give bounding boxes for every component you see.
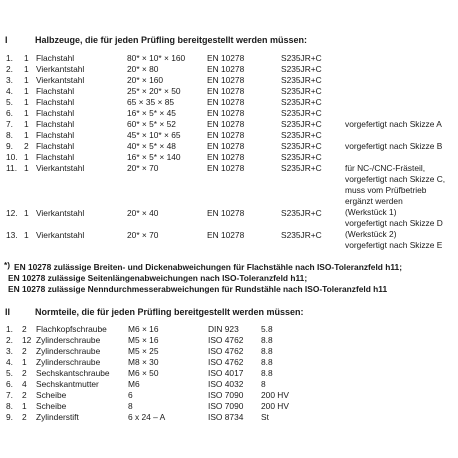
halbzeug-norm: EN 10278 — [207, 141, 245, 151]
halbzeug-dimension: 25* × 20* × 50 — [127, 86, 181, 96]
section1-heading: Halbzeuge, die für jeden Prüfling bereitgestellt werden müssen: — [35, 35, 308, 45]
normteil-name: Scheibe — [36, 390, 67, 400]
halbzeug-nr: 7. — [6, 119, 13, 129]
halbzeug-material: S235JR+C — [281, 130, 322, 140]
halbzeug-nr: 8. — [6, 130, 13, 140]
normteil-qty: 2 — [22, 412, 27, 422]
normteil-dimension: M6 — [128, 379, 140, 389]
halbzeug-dimension: 20* × 80 — [127, 64, 159, 74]
halbzeug-material: S235JR+C — [281, 119, 322, 129]
normteil-name: Sechskantmutter — [36, 379, 99, 389]
halbzeug-dimension: 20* × 70 — [127, 163, 159, 173]
normteil-norm: ISO 4762 — [208, 346, 244, 356]
normteil-norm: ISO 4017 — [208, 368, 244, 378]
skizze-note-line: muss vom Prüfbetrieb — [345, 185, 427, 195]
halbzeug-qty: 1 — [24, 152, 29, 162]
normteil-dimension: M5 × 25 — [128, 346, 159, 356]
halbzeug-name: Flachstahl — [36, 152, 75, 162]
halbzeug-note: vorgefertigt nach Skizze B — [345, 141, 443, 151]
skizze-note-line: (Werkstück 2) — [345, 229, 397, 239]
halbzeug-nr: 10. — [6, 152, 18, 162]
halbzeug-nr: 9. — [6, 141, 13, 151]
halbzeug-norm: EN 10278 — [207, 108, 245, 118]
normteil-nr: 3. — [6, 346, 13, 356]
normteil-norm: ISO 8734 — [208, 412, 244, 422]
halbzeug-qty: 1 — [24, 108, 29, 118]
halbzeug-norm: EN 10278 — [207, 130, 245, 140]
halbzeug-dimension: 20* × 160 — [127, 75, 164, 85]
halbzeug-name: Flachstahl — [36, 141, 75, 151]
skizze-note-line: vorgefertigt nach Skizze E — [345, 240, 443, 250]
normteil-qty: 2 — [22, 368, 27, 378]
halbzeug-qty: 2 — [24, 141, 29, 151]
halbzeug-norm: EN 10278 — [207, 152, 245, 162]
halbzeug-material: S235JR+C — [281, 152, 322, 162]
halbzeug-name: Vierkantstahl — [36, 208, 85, 218]
halbzeug-qty: 1 — [24, 208, 29, 218]
halbzeug-dimension: 60* × 5* × 52 — [127, 119, 176, 129]
normteil-grade: St — [261, 412, 269, 422]
normteil-grade: 8.8 — [261, 335, 273, 345]
normteil-grade: 8 — [261, 379, 266, 389]
normteil-nr: 4. — [6, 357, 13, 367]
normteil-dimension: 8 — [128, 401, 133, 411]
halbzeug-material: S235JR+C — [281, 208, 322, 218]
halbzeug-material: S235JR+C — [281, 64, 322, 74]
section1-numeral: I — [5, 35, 8, 45]
normteil-nr: 7. — [6, 390, 13, 400]
halbzeug-norm: EN 10278 — [207, 97, 245, 107]
normteil-name: Scheibe — [36, 401, 67, 411]
normteil-norm: DIN 923 — [208, 324, 239, 334]
halbzeug-qty: 1 — [24, 130, 29, 140]
halbzeug-dimension: 40* × 5* × 48 — [127, 141, 176, 151]
normteil-nr: 5. — [6, 368, 13, 378]
halbzeug-dimension: 16* × 5* × 45 — [127, 108, 176, 118]
normteil-dimension: 6 x 24 – A — [128, 412, 166, 422]
halbzeug-norm: EN 10278 — [207, 64, 245, 74]
halbzeug-name: Flachstahl — [36, 97, 75, 107]
normteil-qty: 12 — [22, 335, 32, 345]
normteil-dimension: M6 × 16 — [128, 324, 159, 334]
normteil-qty: 1 — [22, 357, 27, 367]
halbzeug-norm: EN 10278 — [207, 208, 245, 218]
halbzeug-qty: 1 — [24, 86, 29, 96]
normteil-qty: 2 — [22, 324, 27, 334]
footnote-line: EN 10278 zulässige Breiten- und Dickenabweichungen für Flachstähle nach ISO-Toleranzfeld h11; — [14, 262, 402, 272]
normteil-dimension: M6 × 50 — [128, 368, 159, 378]
halbzeug-name: Vierkantstahl — [36, 64, 85, 74]
halbzeug-dimension: 80* × 10* × 160 — [127, 53, 186, 63]
normteil-qty: 1 — [22, 401, 27, 411]
normteil-norm: ISO 7090 — [208, 401, 244, 411]
normteil-grade: 5.8 — [261, 324, 273, 334]
normteil-grade: 200 HV — [261, 390, 289, 400]
halbzeug-norm: EN 10278 — [207, 86, 245, 96]
normteil-nr: 9. — [6, 412, 13, 422]
normteil-nr: 1. — [6, 324, 13, 334]
halbzeug-norm: EN 10278 — [207, 75, 245, 85]
halbzeug-nr: 4. — [6, 86, 13, 96]
halbzeug-name: Vierkantstahl — [36, 230, 85, 240]
halbzeug-qty: 1 — [24, 163, 29, 173]
halbzeug-qty: 1 — [24, 64, 29, 74]
halbzeug-qty: 1 — [24, 97, 29, 107]
normteil-name: Flachkopfschraube — [36, 324, 107, 334]
halbzeug-norm: EN 10278 — [207, 163, 245, 173]
halbzeug-material: S235JR+C — [281, 97, 322, 107]
halbzeug-nr: 6. — [6, 108, 13, 118]
normteil-qty: 4 — [22, 379, 27, 389]
halbzeug-name: Flachstahl — [36, 108, 75, 118]
halbzeug-name: Vierkantstahl — [36, 163, 85, 173]
halbzeug-name: Vierkantstahl — [36, 75, 85, 85]
halbzeug-nr: 1. — [6, 53, 13, 63]
halbzeug-nr: 3. — [6, 75, 13, 85]
halbzeug-material: S235JR+C — [281, 86, 322, 96]
footnote-line: EN 10278 zulässige Seitenlängenabweichungen nach ISO-Toleranzfeld h11; — [8, 273, 308, 283]
halbzeug-nr: 11. — [6, 163, 18, 173]
halbzeug-material: S235JR+C — [281, 163, 322, 173]
normteil-name: Zylinderschraube — [36, 346, 101, 356]
halbzeug-dimension: 20* × 70 — [127, 230, 159, 240]
skizze-note-line: (Werkstück 1) — [345, 207, 397, 217]
halbzeug-norm: EN 10278 — [207, 119, 245, 129]
normteil-nr: 8. — [6, 401, 13, 411]
normteil-norm: ISO 4762 — [208, 357, 244, 367]
normteil-name: Zylinderschraube — [36, 357, 101, 367]
halbzeug-material: S235JR+C — [281, 75, 322, 85]
normteil-grade: 8.8 — [261, 368, 273, 378]
normteil-nr: 2. — [6, 335, 13, 345]
halbzeug-note: vorgefertigt nach Skizze A — [345, 119, 442, 129]
halbzeug-dimension: 16* × 5* × 140 — [127, 152, 181, 162]
halbzeug-nr: 12. — [6, 208, 18, 218]
normteil-grade: 8.8 — [261, 346, 273, 356]
halbzeug-name: Flachstahl — [36, 130, 75, 140]
halbzeug-qty: 1 — [24, 230, 29, 240]
skizze-note-line: ergänzt werden — [345, 196, 403, 206]
normteil-norm: ISO 4762 — [208, 335, 244, 345]
normteil-qty: 2 — [22, 390, 27, 400]
halbzeug-material: S235JR+C — [281, 141, 322, 151]
normteil-name: Zylinderstift — [36, 412, 79, 422]
normteil-dimension: M5 × 16 — [128, 335, 159, 345]
halbzeug-norm: EN 10278 — [207, 230, 245, 240]
footnote-line: EN 10278 zulässige Nenndurchmesserabweichungen für Rundstähle nach ISO-Toleranzfeld h11 — [8, 284, 388, 294]
normteil-dimension: M8 × 30 — [128, 357, 159, 367]
halbzeug-nr: 2. — [6, 64, 13, 74]
section2-heading: Normteile, die für jeden Prüfling bereitgestellt werden müssen: — [35, 307, 304, 317]
footnote-marker: *) — [4, 260, 11, 270]
normteil-grade: 8.8 — [261, 357, 273, 367]
halbzeug-qty: 1 — [24, 119, 29, 129]
halbzeug-name: Flachstahl — [36, 119, 75, 129]
skizze-note-line: vorgefertigt nach Skizze D — [345, 218, 443, 228]
halbzeug-name: Flachstahl — [36, 53, 75, 63]
halbzeug-qty: 1 — [24, 53, 29, 63]
normteil-grade: 200 HV — [261, 401, 289, 411]
normteil-qty: 2 — [22, 346, 27, 356]
normteil-norm: ISO 4032 — [208, 379, 244, 389]
normteil-norm: ISO 7090 — [208, 390, 244, 400]
halbzeug-dimension: 20* × 40 — [127, 208, 159, 218]
halbzeug-nr: 5. — [6, 97, 13, 107]
halbzeug-dimension: 45* × 10* × 65 — [127, 130, 181, 140]
normteil-nr: 6. — [6, 379, 13, 389]
normteil-dimension: 6 — [128, 390, 133, 400]
halbzeug-material: S235JR+C — [281, 108, 322, 118]
halbzeug-name: Flachstahl — [36, 86, 75, 96]
skizze-note-line: für NC-/CNC-Frästeil, — [345, 163, 426, 173]
halbzeug-nr: 13. — [6, 230, 18, 240]
section2-numeral: II — [5, 307, 11, 317]
halbzeug-dimension: 65 × 35 × 85 — [127, 97, 175, 107]
halbzeug-norm: EN 10278 — [207, 53, 245, 63]
skizze-note-line: vorgefertigt nach Skizze C, — [345, 174, 446, 184]
normteil-name: Sechskantschraube — [36, 368, 110, 378]
halbzeug-qty: 1 — [24, 75, 29, 85]
normteil-name: Zylinderschraube — [36, 335, 101, 345]
halbzeug-material: S235JR+C — [281, 230, 322, 240]
halbzeug-material: S235JR+C — [281, 53, 322, 63]
